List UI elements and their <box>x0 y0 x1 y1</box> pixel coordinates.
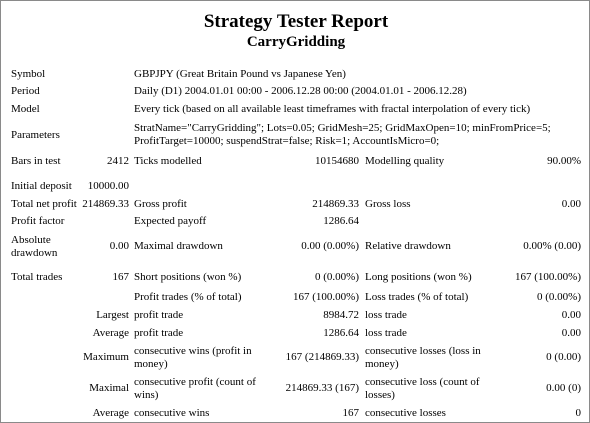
total-trades-label: Total trades <box>11 271 63 283</box>
average-consecutive-wins-label: consecutive wins <box>134 407 210 419</box>
report-title: Strategy Tester Report <box>203 11 389 32</box>
model-label: Model <box>11 103 40 115</box>
max-consecutive-wins-label: consecutive wins (profit in money) <box>134 345 252 370</box>
profit-factor-label: Profit factor <box>11 215 65 227</box>
modelling-quality-label: Modelling quality <box>365 155 445 167</box>
gross-profit-value: 214869.33 <box>312 198 359 210</box>
maximal-drawdown-label: Maximal drawdown <box>134 240 223 252</box>
long-positions-label: Long positions (won %) <box>365 271 472 283</box>
maximal-consecutive-profit-value: 214869.33 (167) <box>285 382 359 394</box>
bars-in-test-value: 2412 <box>107 155 129 167</box>
maximal-label: Maximal <box>89 382 129 394</box>
initial-deposit-label: Initial deposit <box>11 180 72 192</box>
gross-loss-label: Gross loss <box>365 198 411 210</box>
symbol-value: GBPJPY (Great Britain Pound vs Japanese Yen) <box>134 68 346 80</box>
largest-label: Largest <box>96 309 129 321</box>
average-loss-trade-label: loss trade <box>365 327 407 339</box>
model-value: Every tick (based on all available least timeframes with fractal interpolation of every tick) <box>134 103 531 115</box>
average-consecutive-losses-value: 0 <box>575 407 581 419</box>
period-label: Period <box>11 85 40 97</box>
maximum-label: Maximum <box>83 351 129 363</box>
average-profit-trade-value: 1286.64 <box>323 327 359 339</box>
profit-trades-value: 167 (100.00%) <box>293 291 359 303</box>
maximal-consecutive-loss-value: 0.00 (0) <box>546 382 581 394</box>
maximal-consecutive-profit-label: consecutive profit (count of wins) <box>134 376 256 401</box>
ticks-modelled-label: Ticks modelled <box>134 155 202 167</box>
short-positions-label: Short positions (won %) <box>134 271 242 283</box>
relative-drawdown-value: 0.00% (0.00) <box>523 240 581 252</box>
maximal-drawdown-value: 0.00 (0.00%) <box>301 240 359 252</box>
max-consecutive-losses-label: consecutive losses (loss in money) <box>365 345 481 370</box>
absolute-drawdown-label: Absolute drawdown <box>11 234 58 259</box>
average-label: Average <box>92 327 129 339</box>
average-consecutive-losses-label: consecutive losses <box>365 407 446 419</box>
max-consecutive-losses-value: 0 (0.00) <box>546 351 581 363</box>
long-positions-value: 167 (100.00%) <box>515 271 581 283</box>
relative-drawdown-label: Relative drawdown <box>365 240 451 252</box>
expert-name: CarryGridding <box>246 34 346 50</box>
short-positions-value: 0 (0.00%) <box>315 271 359 283</box>
largest-loss-trade-label: loss trade <box>365 309 407 321</box>
largest-profit-trade-label: profit trade <box>134 309 184 321</box>
expected-payoff-value: 1286.64 <box>323 215 359 227</box>
total-net-profit-label: Total net profit <box>11 198 77 210</box>
total-net-profit-value: 214869.33 <box>82 198 129 210</box>
parameters-value: StratName="CarryGridding"; Lots=0.05; GridMesh=25; GridMaxOpen=10; minFromPrice=5; ProfitTarget=10000; suspendStrat=false; Risk=1; AccountIsMicro=0; <box>134 122 551 147</box>
loss-trades-label: Loss trades (% of total) <box>365 291 469 303</box>
maximal-consecutive-loss-label: consecutive loss (count of losses) <box>365 376 480 401</box>
period-value: Daily (D1) 2004.01.01 00:00 - 2006.12.28 00:00 (2004.01.01 - 2006.12.28) <box>134 85 467 97</box>
absolute-drawdown-value: 0.00 <box>109 240 129 252</box>
symbol-label: Symbol <box>11 68 46 80</box>
total-trades-value: 167 <box>112 271 129 283</box>
profit-trades-label: Profit trades (% of total) <box>134 291 242 303</box>
largest-profit-trade-value: 8984.72 <box>323 309 359 321</box>
average-consecutive-wins-value: 167 <box>342 407 359 419</box>
bars-in-test-label: Bars in test <box>11 155 61 167</box>
initial-deposit-value: 10000.00 <box>87 180 129 192</box>
average-loss-trade-value: 0.00 <box>561 327 581 339</box>
largest-loss-trade-value: 0.00 <box>561 309 581 321</box>
modelling-quality-value: 90.00% <box>547 155 581 167</box>
gross-loss-value: 0.00 <box>561 198 581 210</box>
parameters-label: Parameters <box>11 129 60 141</box>
average-profit-trade-label: profit trade <box>134 327 184 339</box>
gross-profit-label: Gross profit <box>134 198 187 210</box>
average-consecutive-label: Average <box>92 407 129 419</box>
max-consecutive-wins-value: 167 (214869.33) <box>285 351 359 363</box>
loss-trades-value: 0 (0.00%) <box>537 291 581 303</box>
expected-payoff-label: Expected payoff <box>134 215 207 227</box>
ticks-modelled-value: 10154680 <box>315 155 359 167</box>
